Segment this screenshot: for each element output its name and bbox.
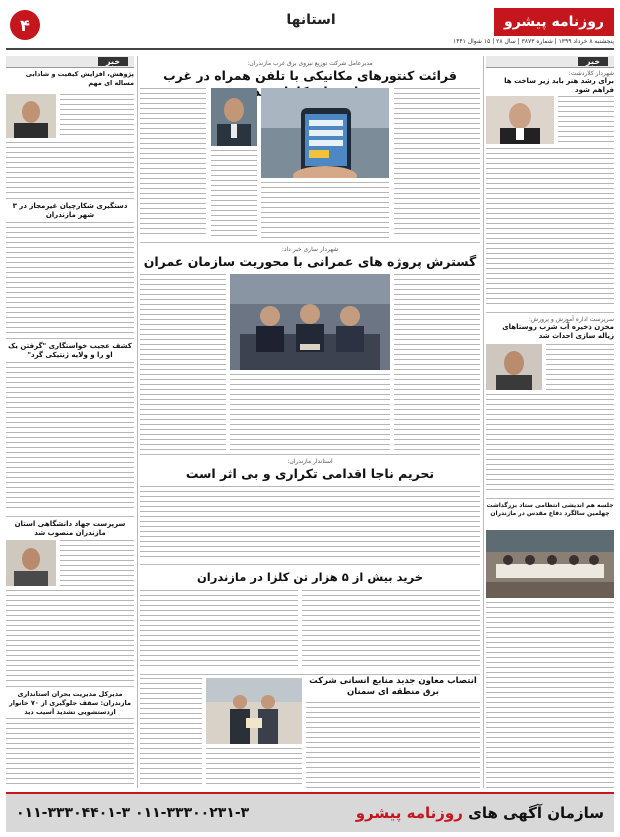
left-column-label: خبر bbox=[98, 57, 128, 66]
projects-photo bbox=[230, 274, 390, 370]
main-body-4 bbox=[211, 150, 257, 238]
main-photo bbox=[261, 88, 389, 178]
r1-body bbox=[558, 96, 614, 144]
main-body bbox=[394, 88, 480, 238]
l1-photo bbox=[6, 94, 56, 138]
separator bbox=[140, 242, 480, 243]
masthead bbox=[6, 4, 614, 50]
repeat-body bbox=[140, 486, 480, 560]
footer-phones: ۰۱۱-۳۳۳۰۴۴۰۱-۳ ۰۱۱-۳۳۳۰۰۲۳۱-۳ bbox=[16, 805, 250, 821]
l3-body bbox=[6, 362, 134, 512]
r3-headline: جلسه هم اندیشی انتظامی ستاد بزرگداشت چهلمین سالگرد دفاع مقدس در مازندران bbox=[486, 502, 614, 517]
page-number: ۴ bbox=[10, 10, 40, 40]
repeat-headline: تحریم ناجا اقدامی تکراری و بی اثر است bbox=[185, 466, 435, 481]
r3-body bbox=[486, 602, 614, 788]
r2-body-cont bbox=[486, 394, 614, 494]
ads-footer bbox=[6, 792, 614, 832]
repeat-kicker: استاندار مازندران: bbox=[287, 458, 333, 465]
separator bbox=[6, 198, 134, 199]
main-kicker: مدیرعامل شرکت توزیع نیروی برق غرب مازندران: bbox=[247, 60, 373, 67]
right-column-label: خبر bbox=[578, 57, 608, 66]
gas-body bbox=[302, 590, 480, 670]
r2-kicker: سرپرست اداره آموزش و پرورش: bbox=[528, 316, 614, 323]
column-divider bbox=[483, 56, 484, 788]
right-column-header bbox=[486, 56, 614, 68]
appoint-body bbox=[306, 702, 480, 788]
l5-body bbox=[6, 718, 134, 788]
r1-headline: برای رشد هنر باید زیر ساخت ها فراهم شود bbox=[504, 77, 614, 94]
main-headline: قرائت کنتورهای مکانیکی با تلفن همراه در غرب bbox=[163, 68, 457, 83]
r1-photo bbox=[486, 96, 554, 144]
l5-headline: مدیرکل مدیریت بحران استانداری مازندران: سقف جلوگیری از ۷۰ خانوار ازدستشویی تشدید آسیب دید bbox=[8, 690, 131, 716]
l4-body-cont bbox=[6, 590, 134, 682]
appoint-body-2 bbox=[140, 678, 202, 788]
separator bbox=[6, 516, 134, 517]
masthead-divider bbox=[6, 48, 614, 50]
projects-kicker: شهردار ساری خبر داد: bbox=[281, 246, 339, 253]
separator bbox=[140, 564, 480, 565]
l1-body bbox=[60, 94, 134, 138]
column-divider bbox=[137, 56, 138, 788]
r2-body bbox=[546, 344, 614, 390]
separator bbox=[6, 686, 134, 687]
left-column-header bbox=[6, 56, 134, 68]
footer-brand: روزنامه پیشرو bbox=[355, 804, 463, 822]
separator bbox=[140, 674, 480, 675]
r1-kicker: شهردار کلاردشت: bbox=[568, 70, 614, 77]
dateline: پنجشنبه ۸ خرداد ۱۳۹۹ | شماره ۳۸۷۳ | سال ۲۸ | ۱۵ شوال ۱۴۴۱ bbox=[452, 38, 614, 45]
appoint-photo bbox=[206, 678, 302, 744]
separator bbox=[486, 498, 614, 499]
l1-headline: پژوهش، افزایش کیفیت و شادابی مساله ای مهم bbox=[25, 70, 134, 87]
gas-headline: خرید بیش از ۵ هزار تن کلزا در مازندران bbox=[196, 570, 424, 584]
projects-body-2 bbox=[230, 374, 390, 450]
projects-body-3 bbox=[140, 274, 226, 450]
main-portrait bbox=[211, 88, 257, 146]
l3-headline: کشف عجیب خواستگاری "گرفتن یک او را و ولایه ژنتیکی گرد" bbox=[8, 342, 132, 359]
section-title: استانها bbox=[286, 12, 336, 28]
main-body-2 bbox=[261, 182, 389, 238]
gas-body-2 bbox=[140, 590, 298, 670]
separator bbox=[140, 454, 480, 455]
l4-photo bbox=[6, 540, 56, 586]
footer-label: سازمان آگهی های bbox=[468, 804, 604, 822]
r1-body-cont bbox=[486, 148, 614, 308]
r3-photo bbox=[486, 530, 614, 598]
footer-title bbox=[356, 804, 604, 822]
newspaper-page bbox=[6, 4, 614, 833]
separator bbox=[486, 312, 614, 313]
main-body-3 bbox=[140, 88, 206, 238]
appoint-body-3 bbox=[206, 748, 302, 788]
projects-headline: گسترش پروژه های عمرانی با محوریت سازمان عمران bbox=[143, 254, 477, 269]
brand-logo: روزنامه پیشرو bbox=[494, 8, 614, 36]
r2-photo bbox=[486, 344, 542, 390]
projects-body bbox=[394, 274, 480, 450]
l1-body-cont bbox=[6, 142, 134, 194]
l2-headline: دستگیری شکارچیان غیرمجاز در ۳ شهر مازندران bbox=[12, 202, 128, 219]
separator bbox=[6, 338, 134, 339]
r2-headline: مخزن ذخیره آب شرب روستاهای زیاله سازی احداث شد bbox=[502, 323, 614, 340]
l4-body bbox=[60, 540, 134, 586]
appoint-headline: انتصاب معاون جدید منابع انسانی شرکت برق منطقه ای سمنان bbox=[309, 676, 477, 697]
l4-headline: سرپرست جهاد دانشگاهی استان مازندران منصوب شد bbox=[14, 520, 126, 537]
l2-body bbox=[6, 222, 134, 334]
